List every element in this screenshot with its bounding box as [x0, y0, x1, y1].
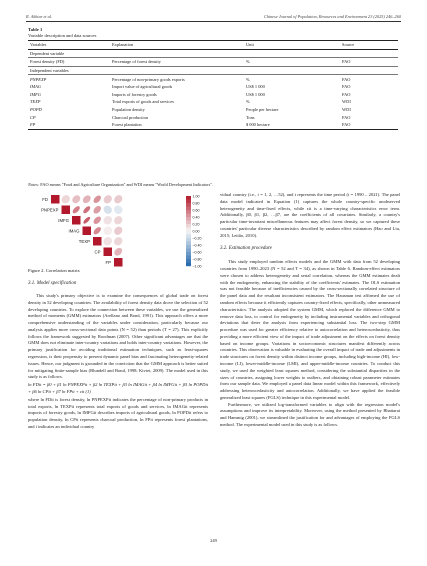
dependent-heading: Dependent variable — [28, 49, 398, 58]
cell-source: FAO — [342, 114, 351, 120]
right-column-text — [220, 192, 400, 429]
diagonal-cell — [104, 248, 113, 257]
cell-unit: Tons — [246, 114, 255, 120]
cell-variable: TEXP — [30, 99, 41, 105]
correlation-ellipse — [102, 235, 114, 247]
cell-source: FAO — [342, 76, 351, 82]
section-heading-estimation: 3.2. Estimation procedure — [220, 246, 272, 252]
cell-explanation: Imports of forestry goods — [112, 91, 157, 97]
header-rule — [26, 21, 401, 22]
cell-source: WDI — [342, 99, 351, 105]
correlation-ellipse — [112, 235, 124, 247]
running-head-journal: Chinese Journal of Population, Resources and Environment 23 (2025) 246–260 — [263, 14, 401, 19]
correlation-ellipse — [112, 204, 124, 216]
table-row — [28, 83, 398, 91]
colorbar-segment — [186, 259, 191, 263]
cell-explanation: Total exports of goods and services — [112, 99, 174, 105]
colorbar-segment — [186, 231, 191, 235]
cell-unit: % — [246, 76, 250, 82]
page-number: 249 — [210, 538, 217, 543]
col-header-variables: Variables — [28, 41, 110, 50]
cell-unit: % — [246, 99, 250, 105]
table-group-row — [28, 49, 398, 58]
table-number: Table 1 — [28, 27, 43, 32]
table-row — [28, 75, 398, 83]
correlation-ellipse — [92, 226, 102, 236]
col-header-source: Source — [340, 41, 398, 50]
table-note — [28, 182, 213, 187]
colorbar-segment — [186, 249, 191, 253]
colorbar-segment — [186, 203, 191, 207]
colorbar-segment — [186, 252, 191, 256]
table-group-row — [28, 66, 398, 75]
cell-source: WDI — [342, 107, 351, 113]
equation: ln FDit = β0 + β1 ln PNPEXPit + β2 ln TEXPit + β3 ln IMAGit + β4 ln IMFGit + β5 ln POPDit + β6 ln CPit + β7 ln FPit + εit (1) — [28, 382, 208, 394]
cell-explanation: Percentage of forest density — [110, 58, 244, 67]
cell-source: FAO — [342, 91, 351, 97]
colorbar-tick-label: 0.00 — [192, 229, 200, 234]
colorbar-segment — [186, 238, 191, 242]
table-row — [28, 58, 398, 67]
colorbar-segment — [186, 228, 191, 232]
colorbar-segment — [186, 207, 191, 211]
cell-explanation: Population density — [112, 107, 145, 113]
table-row — [28, 113, 398, 121]
cell-variable: CP — [30, 114, 36, 120]
diagonal-cell — [114, 258, 123, 267]
figure-caption: Figure 2. Correlation matrix — [28, 268, 80, 273]
colorbar-segment — [186, 245, 191, 249]
correlation-ellipse — [92, 194, 102, 204]
variable-table — [28, 40, 398, 130]
col-header-explanation: Explanation — [110, 41, 244, 50]
colorbar-segment — [186, 256, 191, 260]
paragraph: This study's primary objective is to examine the consequences of global trade on forest density in 52 developing countries. The availability of forest density data drove the selection of 52 developing countries. To explore the connection between these variables, we use the generalized method of moments (GMM) estimators (Arellano and Bond, 1991). This approach offers a more comprehensive understanding of the variables under consideration, particularly because our analysis applies more cross-sectional data points (N = 52) than periods (T = 27). This explicitly follows the framework suggested by Roodman (2007). Other significant advantages are that the GMM does not eliminate inter-country variations and holds inter-country variations. However, the primary justification for avoiding traditional estimation techniques, such as least-squares regression, is their propensity to present dynamic panel bias and fascinating heterogeneity-related issues. Hence, our judgment is grounded in the conviction that the GMM approach is better suited for mitigating finite-sample bias (Blundell and Bond, 1998; Kiviet, 2009). The model used in this study is as follows. — [28, 293, 208, 380]
cell-source: FAO — [340, 121, 398, 129]
paragraph: This study employed random effects models and the GMM with data from 52 developing countries from 1990–2023 (N = 52 and T = 34), as shown in Table 6. Random-effect estimators were chosen to address heterogeneity and serial correlation, whereas the GMM estimates dealt with the endogeneity, enhancing the stability of the coefficients' estimates. The OLS estimation was not feasible because of inefficiencies caused by the cross-sectionally correlated structure of the panel data and the resultant inconsistent estimators. The Hausman test affirmed the use of random effects because it efficiently captures country-fixed effects, specifically, other unmeasured characteristics. The analysis adopted the system GMM, which replaced the difference GMM to remove data loss, to control for endogeneity by including instrumental variables and orthogonal deviations that deter the analysis from experiencing substantial loss. The two-step GMM procedure was used for greater efficiency relative to autocorrelation and heteroscedasticity, thus providing a more efficient view of the impact of trade adjustment on the effects on forest density based on income groups. Variations in socioeconomic structures manifest differently across countries. This observation is valuable in evaluating the overall impact of trade and adjustments in trade structures on forest density within distinct income groups, including high-income (HI), low-income (LI), lower-middle-income (LMI), and upper-middle-income countries. To conduct this study, we used the weighted least squares method, considering the substantial disparities in the sizes of countries, assigning lower weights to outliers, and obtaining robust parameter estimates from our sample data. We employed a panel data linear model within this framework, effectively addressing heteroscedasticity and autocorrelation. Additionally, we have applied the feasible generalized least squares (FGLS) technique in this experimental model. — [220, 259, 400, 400]
cell-variable: IMAG — [30, 84, 41, 90]
colorbar-tick-label: –1.00 — [192, 264, 202, 269]
cell-variable: Forest density (FD) — [28, 58, 110, 67]
note-label: Notes: — [28, 182, 40, 187]
correlation-ellipse — [102, 204, 114, 216]
cell-unit: % — [244, 58, 340, 67]
colorbar-tick-label: 0.20 — [192, 222, 200, 227]
diagonal-cell — [83, 227, 92, 236]
section-heading-model: 3.1. Model specification — [28, 281, 77, 286]
correlation-ellipse — [102, 214, 114, 226]
table-title: Variable description and data sources — [28, 33, 97, 38]
paragraph: Furthermore, we utilized log-transformed variables to align with the regression model's assumptions and improve its interpretability. Moreover, using the method presented by Bhattarai and Hammig (2001), we streamlined the justification for and advantages of employing the FGLS method. The experimental model used in this study is as follows. — [220, 401, 400, 427]
row-label: PNPEXP — [41, 207, 59, 213]
correlation-ellipse — [92, 205, 102, 215]
table-row — [28, 106, 398, 114]
cell-explanation: Import value of agricultural goods — [112, 84, 173, 90]
colorbar-segment — [186, 217, 191, 221]
cell-unit: $ 000 hectare — [244, 121, 340, 129]
colorbar-tick-label: 0.40 — [192, 215, 200, 220]
cell-source: FAO — [340, 58, 398, 67]
colorbar-segment — [186, 200, 191, 204]
paragraph: where ln FDit is forest density, ln PNPEXPit indicates the percentage of non-primary products in total exports, ln TEXPit represents total exports of goods and services, ln IMAGit represents imports of forestry goods, ln IMFGit describes imports of agricultural goods, ln POPDit refers to population density, ln CPit represents charcoal production, ln FPit represents forest plantations, and i indicates an individual country — [28, 396, 208, 429]
cell-variable: PNPEXP — [30, 76, 47, 82]
cell-explanation: Charcoal production — [112, 114, 148, 120]
diagonal-cell — [62, 206, 71, 215]
correlation-ellipse — [71, 194, 82, 205]
colorbar-tick-label: –0.40 — [192, 243, 202, 248]
diagonal-cell — [72, 216, 81, 225]
correlation-ellipse — [113, 246, 124, 257]
cell-source: FAO — [342, 84, 351, 90]
cell-unit: People per hectare — [246, 107, 279, 113]
correlation-figure — [28, 192, 208, 277]
colorbar-segment — [186, 263, 191, 267]
cell-explanation: Percentage of non-primary goods exports — [112, 76, 185, 82]
row-label: IMFG — [58, 217, 69, 223]
table-caption — [28, 27, 96, 39]
row-label: TEXP — [78, 238, 90, 244]
correlation-ellipse — [92, 215, 102, 225]
table-row — [28, 98, 398, 106]
independent-heading: Independent variables — [28, 66, 398, 75]
colorbar-segment — [186, 221, 191, 225]
colorbar-tick-label: 0.80 — [192, 201, 200, 206]
colorbar-segment — [186, 224, 191, 228]
correlation-ellipse — [82, 205, 91, 214]
colorbar-tick-label: 1.00 — [192, 194, 200, 199]
cell-explanation: Forest plantation — [110, 121, 244, 129]
correlation-ellipse — [82, 216, 91, 225]
correlation-ellipse — [81, 194, 92, 205]
correlation-matrix-chart — [28, 192, 208, 272]
correlation-ellipse — [112, 225, 124, 237]
colorbar-segment — [186, 235, 191, 239]
colorbar-tick-label: –0.60 — [192, 250, 202, 255]
table-row — [28, 121, 398, 129]
correlation-ellipse — [102, 193, 114, 205]
left-column-text — [28, 293, 208, 431]
colorbar-segment — [186, 196, 191, 200]
cell-variable: POPD — [30, 107, 42, 113]
colorbar-tick-label: –0.80 — [192, 257, 202, 262]
correlation-ellipse — [102, 225, 114, 237]
correlation-ellipse — [112, 214, 124, 226]
row-label: IMAG — [68, 228, 80, 234]
running-head-authors: R. Akhtar et al. — [26, 14, 53, 19]
cell-variable: FP — [28, 121, 110, 129]
cell-unit: US$ 1 000 — [246, 91, 265, 97]
table-row — [28, 91, 398, 99]
colorbar-segment — [186, 242, 191, 246]
diagonal-cell — [51, 195, 60, 204]
paragraph: vidual country (i.e., i = 1, 2, …52), and t represents the time period (t = 1990 – 2021). The panel data model indicated in Equation (1) captures the whole country-specific unobserved heterogeneity and time-fixed effects, while εit is a time-varying characteristics error term. Additionally, β0, β1, β2, …β7, are the coefficients of all covariates. Similarly, a country's particular time-invariant miscellaneous features may affect forest density, so we captured these countries' particular diverse characteristics described by random effect estimators (Hao and Liu, 2015; Leitão, 2010). — [220, 192, 400, 238]
colorbar-tick-label: –0.20 — [192, 236, 202, 241]
correlation-ellipse — [71, 205, 81, 215]
colorbar-segment — [186, 214, 191, 218]
cell-variable: IMFG — [30, 91, 41, 97]
colorbar-tick-label: 0.60 — [192, 208, 200, 213]
row-label: FP — [105, 259, 111, 265]
row-label: FD — [42, 196, 48, 202]
table-header-row — [28, 41, 398, 50]
note-text: FAO means "Food and Agriculture Organization" and WDI means "World Development Indicators". — [40, 182, 214, 187]
colorbar-segment — [186, 210, 191, 214]
row-label: CP — [94, 249, 101, 255]
correlation-ellipse — [60, 193, 72, 205]
correlation-ellipse — [112, 193, 124, 205]
cell-unit: US$ 1 000 — [246, 84, 265, 90]
diagonal-cell — [93, 237, 102, 246]
col-header-unit: Unit — [244, 41, 340, 50]
